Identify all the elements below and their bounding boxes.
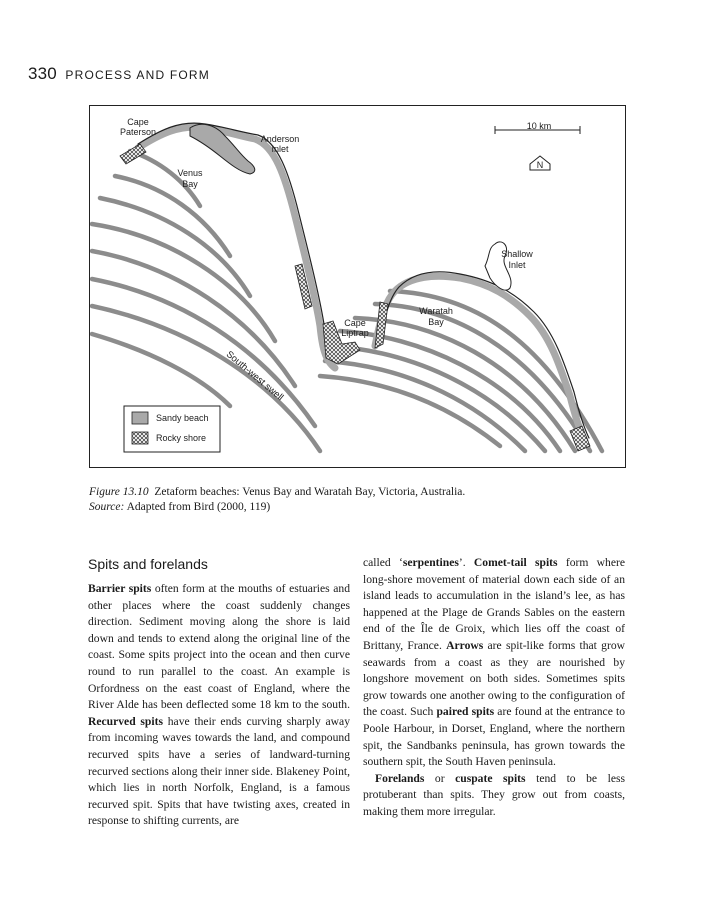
- label-anderson-1: Anderson: [260, 134, 300, 144]
- label-cape-paterson-1: Cape: [127, 117, 149, 127]
- right-column: [363, 555, 625, 821]
- term-cuspate-spits: cuspate spits: [455, 771, 526, 785]
- figure-caption: [89, 485, 649, 515]
- text-run: or: [424, 771, 456, 785]
- text-run: form where long-shore movement of material down each side of an island leads to accumulation in the island’s lee, as has happened at the Plage de Grands Sables on the eastern end of the Île de Groix, which lies off the coast of Brittany, France.: [363, 556, 625, 652]
- left-column: [88, 581, 350, 830]
- caption-source-label: Source:: [89, 501, 125, 513]
- legend-sandy-label: Sandy beach: [156, 413, 209, 423]
- text-run: are spit-like forms that grow seawards from a coast as they are nourished by longshore movement on both sides. Sometimes spits grow towards one another owing to the configuration of the coast. Such: [363, 638, 625, 719]
- legend-rocky-swatch: [132, 432, 148, 444]
- legend-rocky-label: Rocky shore: [156, 433, 207, 443]
- legend: [124, 406, 220, 452]
- scale-label: 10 km: [526, 121, 552, 131]
- swell-line: [100, 198, 250, 296]
- caption-fig-text: Zetaform beaches: Venus Bay and Waratah Bay, Victoria, Australia.: [154, 486, 466, 498]
- text-run: ’.: [458, 556, 474, 569]
- scale-bar: [495, 121, 580, 134]
- label-shallow-2: Inlet: [508, 260, 526, 270]
- term-barrier-spits: Barrier spits: [88, 582, 152, 595]
- term-serpentines: serpentines: [402, 556, 459, 569]
- section-heading: Spits and forelands: [88, 556, 208, 572]
- legend-sandy-swatch: [132, 412, 148, 424]
- term-arrows: Arrows: [446, 638, 484, 652]
- text-run: called ‘: [363, 556, 403, 569]
- term-recurved-spits: Recurved spits: [88, 714, 163, 728]
- map-svg: [90, 106, 624, 466]
- caption-source-text: Adapted from Bird (2000, 119): [126, 501, 271, 513]
- label-waratah-1: Waratah: [419, 306, 453, 316]
- label-liptrap-2: Liptrap: [341, 328, 369, 338]
- running-header: [28, 64, 210, 84]
- coastline: [138, 123, 589, 441]
- label-liptrap-1: Cape: [344, 318, 366, 328]
- label-waratah-2: Bay: [428, 317, 444, 327]
- label-venus-2: Bay: [182, 179, 198, 189]
- text-run: tend to be less protuberant than spits. They grow out from coasts, making them more irregular.: [363, 771, 625, 818]
- right-paragraph-2: [363, 771, 625, 821]
- term-forelands: Forelands: [375, 771, 425, 785]
- page-number: 330: [28, 64, 57, 83]
- north-label: N: [536, 160, 544, 170]
- label-swell: South-west swell: [223, 348, 286, 404]
- label-anderson-2: Inlet: [271, 144, 289, 154]
- right-paragraph-1: [363, 555, 625, 771]
- term-paired-spits: paired spits: [436, 705, 495, 719]
- label-venus-1: Venus: [177, 168, 203, 178]
- map-figure: [89, 105, 626, 468]
- north-arrow-icon: [530, 156, 550, 170]
- term-comet-tail-spits: Comet-tail spits: [473, 556, 558, 569]
- text-run: often form at the mouths of estuaries and other places where the coast suddenly changes direction. Sediment moving along the shore is laid down and tends to extend along the original line of the coast. Some spits project into the ocean and then curve round to run parallel to the coast. An example is Orfordness on the east coast of England, where the River Alde has been deflected some 18 km to the south.: [88, 582, 350, 712]
- running-title: PROCESS AND FORM: [65, 68, 210, 82]
- caption-fig-label: Figure 13.10: [89, 486, 149, 498]
- text-run: are found at the entrance to Poole Harbour, in Dorset, England, where the northern spit, the Sandbanks peninsula, has grown towards the southern spit, the South Haven peninsula.: [363, 705, 625, 769]
- label-cape-paterson-2: Paterson: [119, 127, 157, 137]
- left-paragraph: [88, 581, 350, 830]
- text-run: have their ends curving sharply away from incoming waves towards the land, and compound recurved spits have a series of landward-turning recurved sections along their inner side. Blakeney Point, which lies in north Norfolk, England, is a famous recurved spit. Spits that have twisting axes, created in response to shifting currents, are: [88, 714, 351, 828]
- swell-line: [115, 176, 230, 256]
- label-shallow-1: Shallow: [501, 249, 533, 259]
- swell-line: [92, 334, 230, 406]
